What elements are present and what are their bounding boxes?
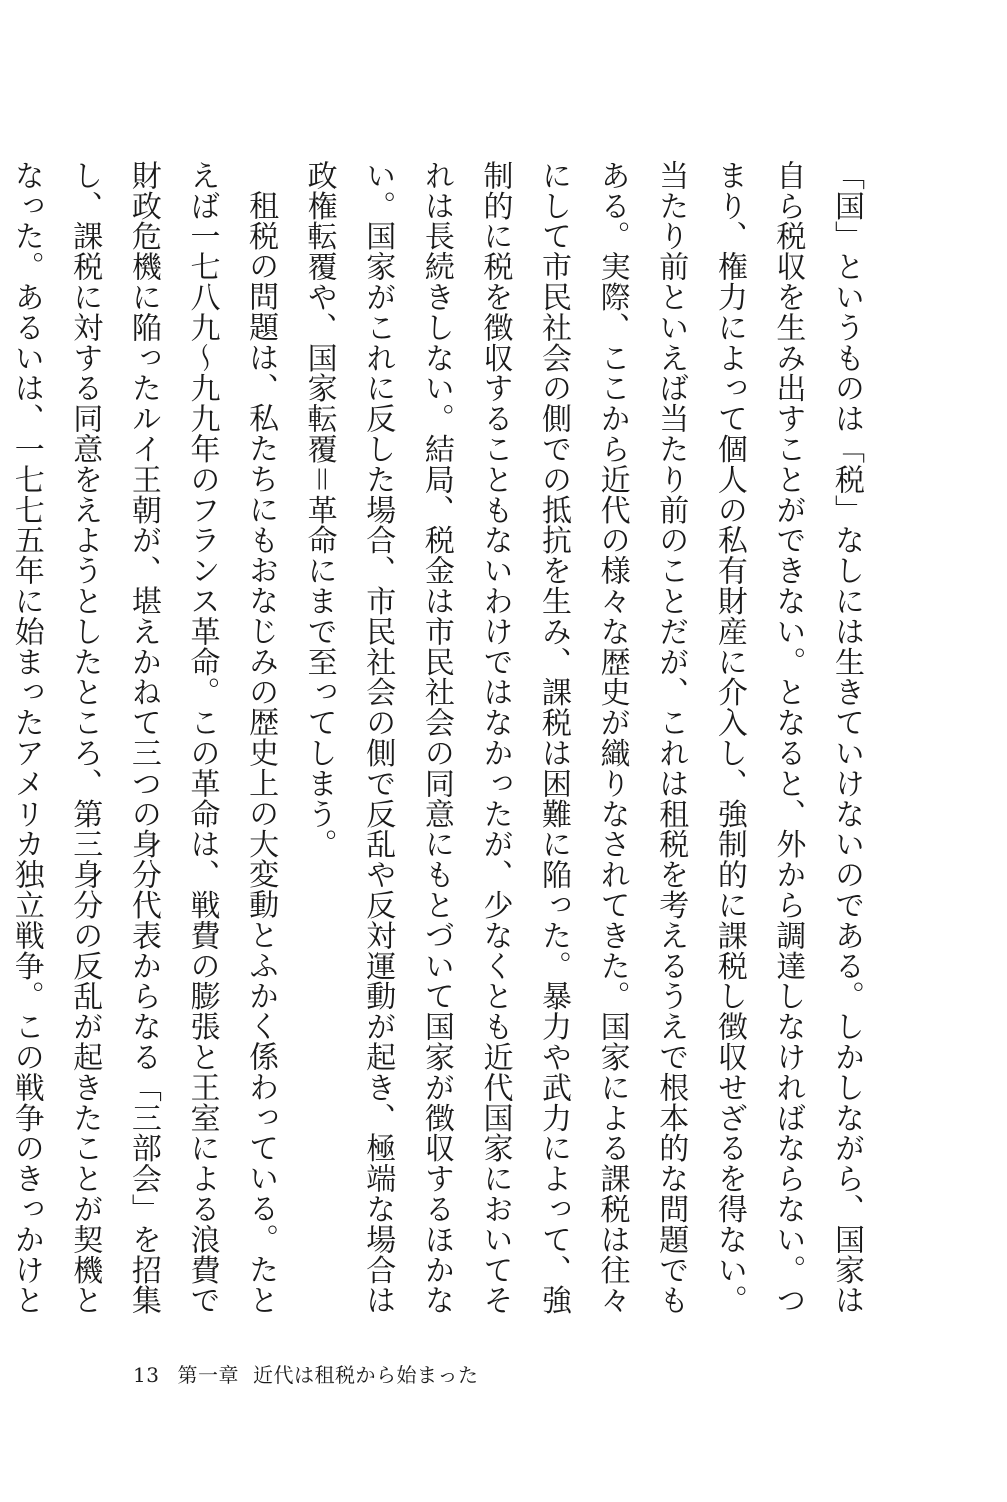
body-text (8, 160, 875, 1335)
paragraph-2: 租税の問題は、私たちにもおなじみの歴史上の大変動とふかく係わっている。たとえば一七八九〜九九年のフランス革命。この革命は、戦費の膨張と王室による浪費で財政危機に陥ったルイ王朝が、堪えかねて三つの身分代表からなる「三部会」を招集し、課税に対する同意をえようとしたところ、第三身分の反乱が起きたことが契機となった。あるいは、一七七五年に始まったアメリカ独立戦争。この戦争のきっかけと (8, 160, 279, 1316)
page-footer (133, 1360, 478, 1390)
page-number: 13 (133, 1363, 160, 1387)
chapter-number: 第一章 (177, 1363, 239, 1387)
paragraph-1: 「国」というものは「税」なしには生きていけないのである。しかしながら、国家は自ら税収を生み出すことができない。となると、外から調達しなければならない。つまり、権力によって個人の私有財産に介入し、強制的に課税し徴収せざるを得ない。当たり前といえば当たり前のことだが、これは租税を考えるうえで根本的な問題でもある。実際、ここから近代の様々な歴史が織りなされてきた。国家による課税は往々にして市民社会の側での抵抗を生み、課税は困難に陥った。暴力や武力によって、強制的に税を徴収することもないわけではなかったが、少なくとも近代国家においてそれは長続きしない。結局、税金は市民社会の同意にもとづいて国家が徴収するほかない。国家がこれに反した場合、市民社会の側で反乱や反対運動が起き、極端な場合は政権転覆や、国家転覆＝革命にまで至ってしまう。 (301, 160, 864, 1316)
chapter-title: 近代は租税から始まった (252, 1363, 479, 1387)
